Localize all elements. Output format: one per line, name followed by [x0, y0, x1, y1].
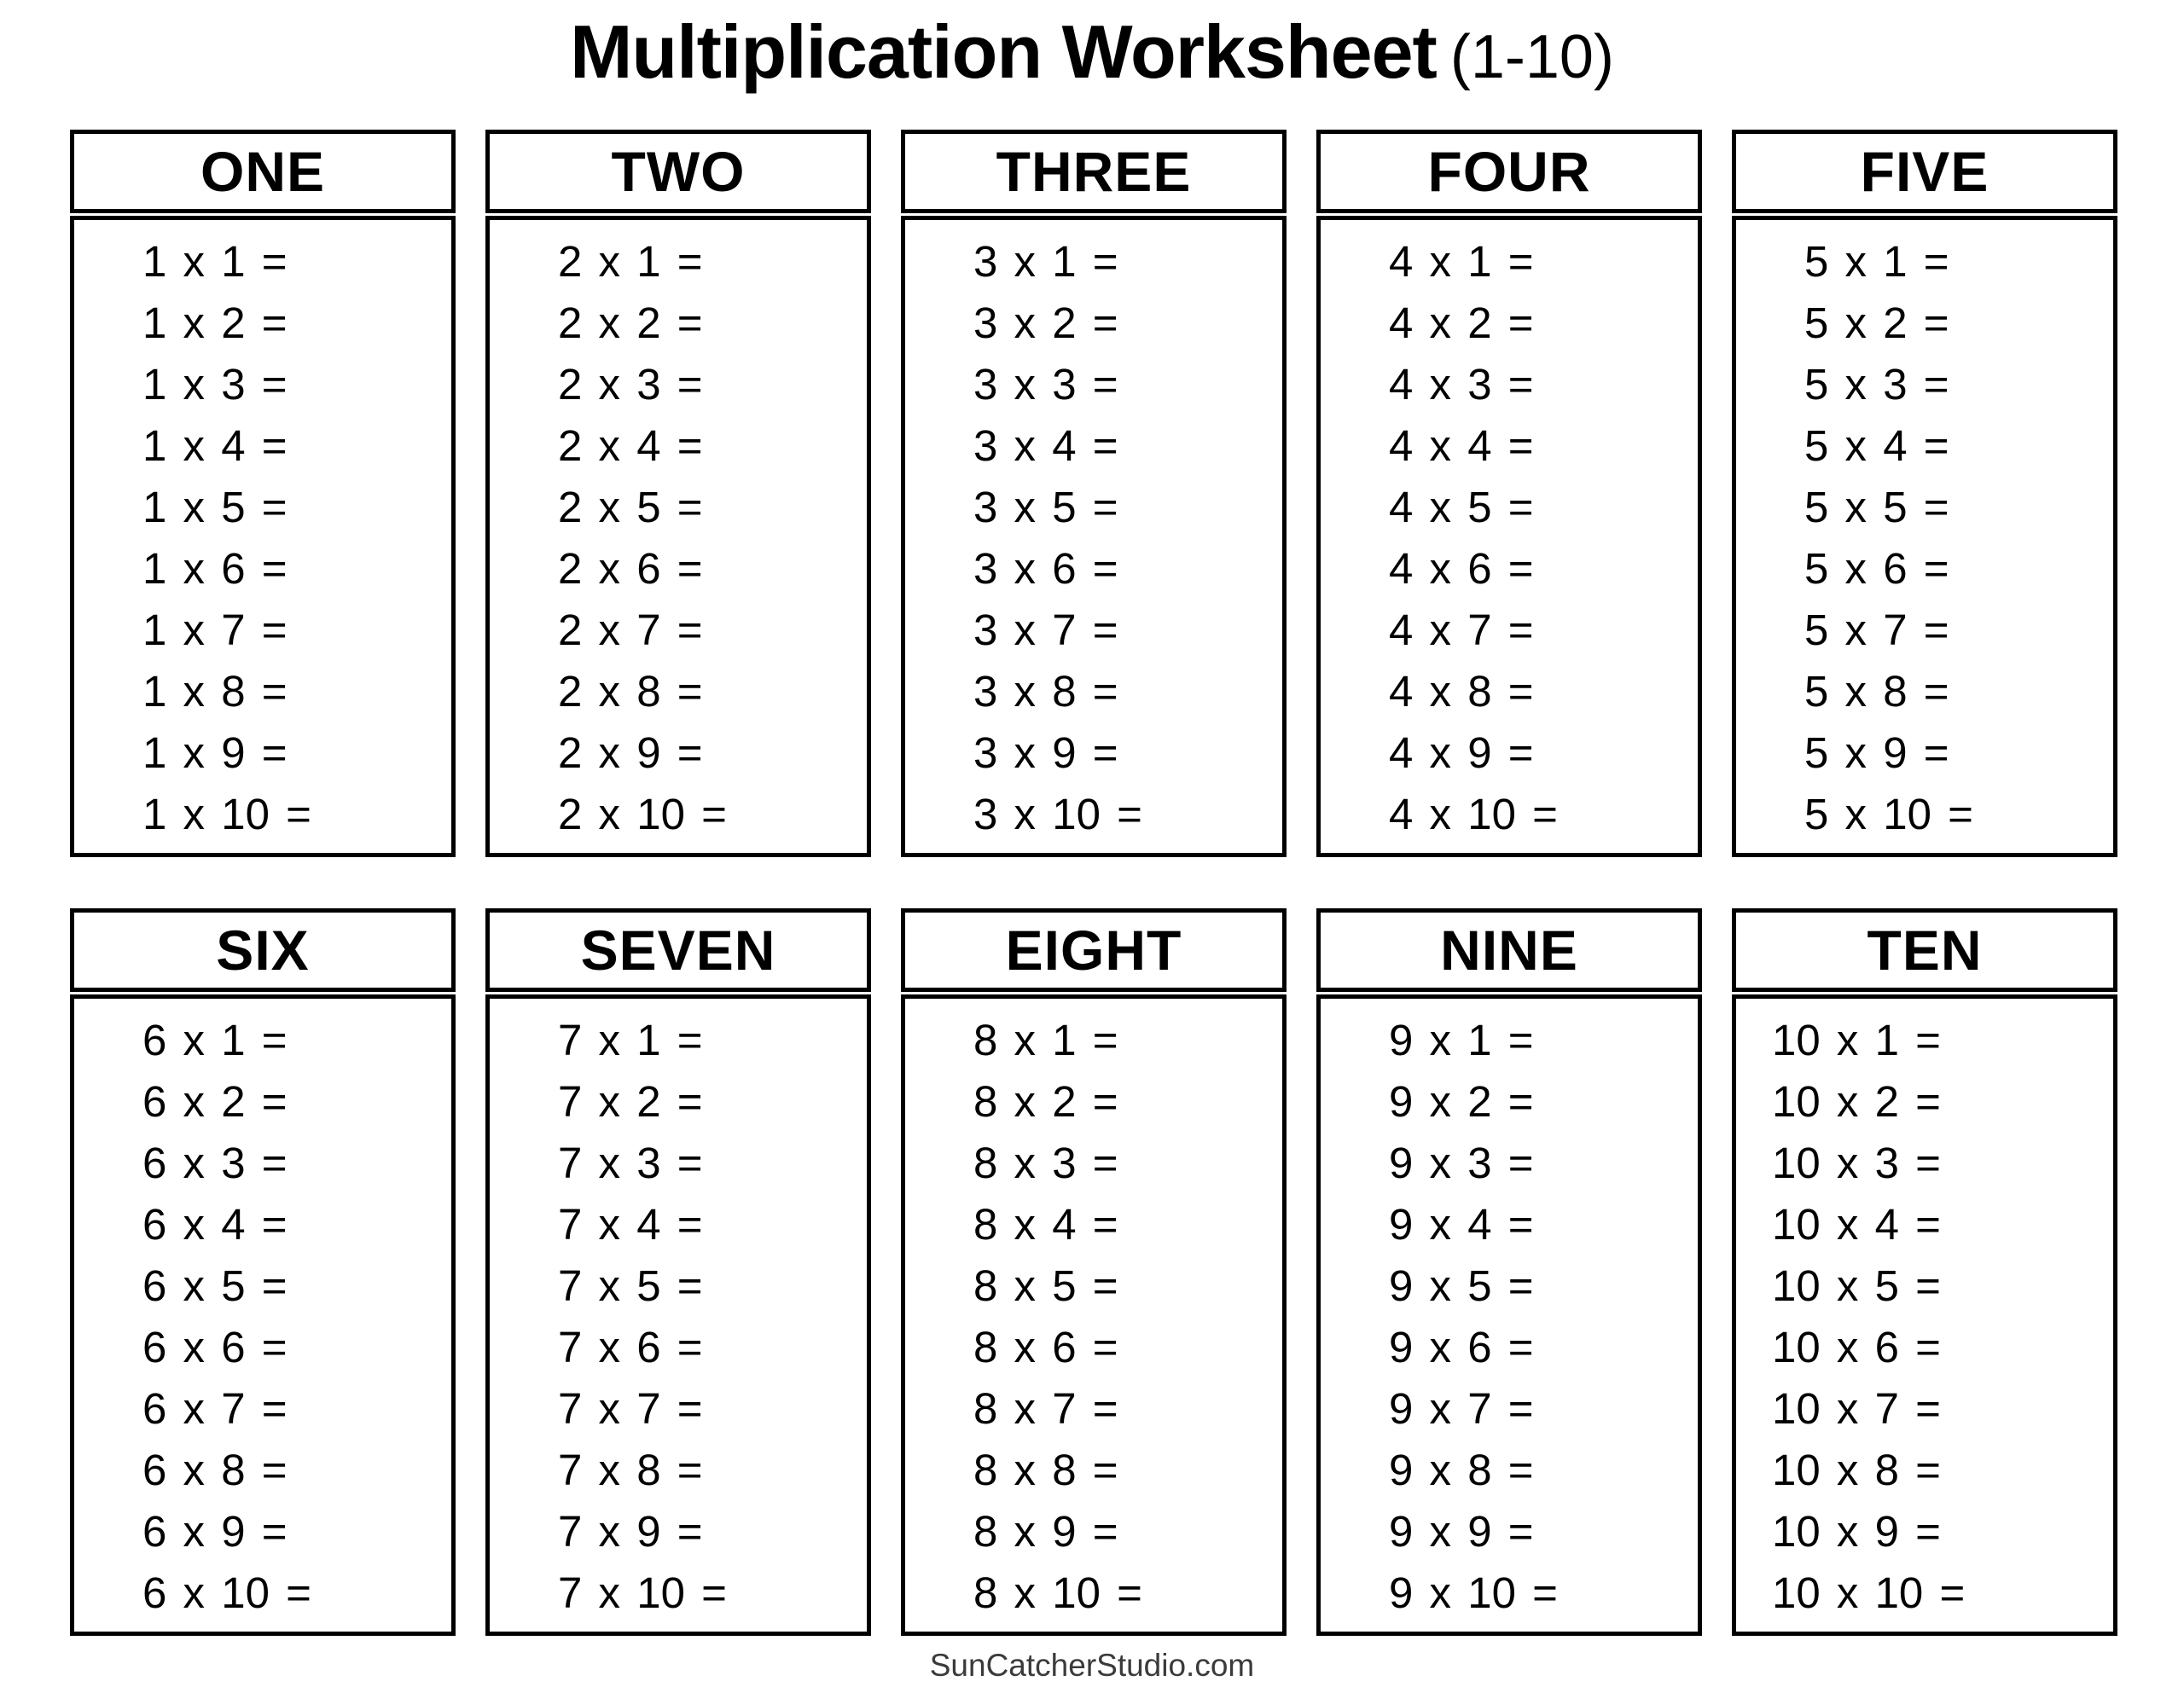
- column-seven: [485, 908, 871, 1636]
- problem-row: 8 x 10 =: [973, 1568, 1142, 1617]
- footer-credit: SunCatcherStudio.com: [929, 1648, 1255, 1683]
- problem-row: 7 x 1 =: [558, 1016, 703, 1064]
- problem-row: 1 x 9 =: [142, 728, 288, 777]
- problem-row: 7 x 6 =: [558, 1323, 703, 1371]
- problem-row: 3 x 6 =: [973, 544, 1118, 593]
- problem-row: 2 x 5 =: [558, 483, 703, 531]
- problem-row: 10 x 5 =: [1772, 1261, 1941, 1310]
- problem-row: 3 x 7 =: [973, 606, 1118, 654]
- problem-row: 2 x 9 =: [558, 728, 703, 777]
- column-nine: [1316, 908, 1702, 1636]
- problem-row: 1 x 3 =: [142, 360, 288, 409]
- column-header: FIVE: [1732, 130, 2117, 213]
- problem-list: [901, 216, 1287, 857]
- problem-list: [1316, 994, 1702, 1636]
- problem-row: 1 x 1 =: [142, 237, 288, 286]
- problem-row: 2 x 8 =: [558, 667, 703, 716]
- problem-row: 8 x 8 =: [973, 1446, 1118, 1494]
- problem-row: 9 x 5 =: [1389, 1261, 1534, 1310]
- column-header: ONE: [70, 130, 456, 213]
- problem-row: 10 x 7 =: [1772, 1384, 1941, 1433]
- problem-row: 2 x 2 =: [558, 299, 703, 347]
- problem-row: 7 x 7 =: [558, 1384, 703, 1433]
- problem-row: 6 x 9 =: [142, 1507, 288, 1556]
- column-header: FOUR: [1316, 130, 1702, 213]
- problem-row: 3 x 5 =: [973, 483, 1118, 531]
- problem-row: 9 x 8 =: [1389, 1446, 1534, 1494]
- worksheet-row-bottom: [70, 908, 2117, 1636]
- problem-row: 5 x 3 =: [1804, 360, 1949, 409]
- problem-row: 4 x 10 =: [1389, 790, 1558, 838]
- problem-row: 1 x 4 =: [142, 421, 288, 470]
- problem-row: 4 x 1 =: [1389, 237, 1534, 286]
- column-header: THREE: [901, 130, 1287, 213]
- problem-row: 6 x 1 =: [142, 1016, 288, 1064]
- problem-row: 4 x 7 =: [1389, 606, 1534, 654]
- problem-row: 8 x 1 =: [973, 1016, 1118, 1064]
- problem-row: 9 x 7 =: [1389, 1384, 1534, 1433]
- problem-row: 7 x 9 =: [558, 1507, 703, 1556]
- problem-list: [1732, 994, 2117, 1636]
- problem-row: 2 x 10 =: [558, 790, 727, 838]
- problem-row: 5 x 4 =: [1804, 421, 1949, 470]
- problem-row: 5 x 1 =: [1804, 237, 1949, 286]
- problem-row: 3 x 8 =: [973, 667, 1118, 716]
- title-range-label: (1-10): [1449, 23, 1614, 91]
- problem-row: 5 x 10 =: [1804, 790, 1973, 838]
- page-title-text: Multiplication Worksheet: [570, 9, 1437, 94]
- problem-row: 9 x 10 =: [1389, 1568, 1558, 1617]
- problem-row: 6 x 2 =: [142, 1077, 288, 1126]
- problem-row: 4 x 8 =: [1389, 667, 1534, 716]
- column-header: TWO: [485, 130, 871, 213]
- problem-row: 9 x 3 =: [1389, 1139, 1534, 1187]
- problem-row: 3 x 4 =: [973, 421, 1118, 470]
- column-one: [70, 130, 456, 857]
- problem-list: [485, 216, 871, 857]
- problem-row: 9 x 2 =: [1389, 1077, 1534, 1126]
- problem-row: 3 x 3 =: [973, 360, 1118, 409]
- column-header: EIGHT: [901, 908, 1287, 992]
- problem-row: 4 x 3 =: [1389, 360, 1534, 409]
- column-five: [1732, 130, 2117, 857]
- problem-row: 1 x 7 =: [142, 606, 288, 654]
- problem-row: 7 x 2 =: [558, 1077, 703, 1126]
- problem-list: [70, 994, 456, 1636]
- problem-row: 10 x 9 =: [1772, 1507, 1941, 1556]
- problem-list: [1316, 216, 1702, 857]
- problem-list: [901, 994, 1287, 1636]
- problem-row: 5 x 5 =: [1804, 483, 1949, 531]
- column-ten: [1732, 908, 2117, 1636]
- problem-list: [1732, 216, 2117, 857]
- problem-row: 3 x 10 =: [973, 790, 1142, 838]
- problem-row: 1 x 2 =: [142, 299, 288, 347]
- problem-row: 2 x 1 =: [558, 237, 703, 286]
- problem-row: 10 x 4 =: [1772, 1200, 1941, 1249]
- column-four: [1316, 130, 1702, 857]
- problem-row: 10 x 2 =: [1772, 1077, 1941, 1126]
- problem-row: 4 x 6 =: [1389, 544, 1534, 593]
- problem-row: 3 x 9 =: [973, 728, 1118, 777]
- problem-list: [70, 216, 456, 857]
- problem-row: 5 x 9 =: [1804, 728, 1949, 777]
- problem-row: 7 x 5 =: [558, 1261, 703, 1310]
- problem-row: 10 x 6 =: [1772, 1323, 1941, 1371]
- problem-row: 6 x 7 =: [142, 1384, 288, 1433]
- problem-row: 9 x 6 =: [1389, 1323, 1534, 1371]
- problem-row: 2 x 3 =: [558, 360, 703, 409]
- worksheet-row-top: [70, 130, 2117, 857]
- problem-row: 8 x 4 =: [973, 1200, 1118, 1249]
- problem-row: 9 x 9 =: [1389, 1507, 1534, 1556]
- problem-row: 5 x 6 =: [1804, 544, 1949, 593]
- problem-row: 8 x 3 =: [973, 1139, 1118, 1187]
- problem-row: 5 x 8 =: [1804, 667, 1949, 716]
- problem-row: 8 x 7 =: [973, 1384, 1118, 1433]
- problem-row: 3 x 2 =: [973, 299, 1118, 347]
- problem-row: 6 x 6 =: [142, 1323, 288, 1371]
- problem-row: 8 x 2 =: [973, 1077, 1118, 1126]
- column-two: [485, 130, 871, 857]
- column-eight: [901, 908, 1287, 1636]
- problem-row: 4 x 2 =: [1389, 299, 1534, 347]
- page-title: [0, 0, 2184, 99]
- problem-row: 8 x 5 =: [973, 1261, 1118, 1310]
- problem-row: 1 x 10 =: [142, 790, 311, 838]
- problem-row: 2 x 4 =: [558, 421, 703, 470]
- problem-row: 7 x 8 =: [558, 1446, 703, 1494]
- problem-row: 9 x 1 =: [1389, 1016, 1534, 1064]
- problem-row: 6 x 8 =: [142, 1446, 288, 1494]
- problem-row: 6 x 3 =: [142, 1139, 288, 1187]
- problem-row: 10 x 10 =: [1772, 1568, 1966, 1617]
- problem-row: 3 x 1 =: [973, 237, 1118, 286]
- column-six: [70, 908, 456, 1636]
- problem-row: 7 x 3 =: [558, 1139, 703, 1187]
- problem-row: 8 x 9 =: [973, 1507, 1118, 1556]
- problem-row: 7 x 10 =: [558, 1568, 727, 1617]
- problem-row: 9 x 4 =: [1389, 1200, 1534, 1249]
- problem-row: 7 x 4 =: [558, 1200, 703, 1249]
- problem-row: 2 x 6 =: [558, 544, 703, 593]
- problem-row: 2 x 7 =: [558, 606, 703, 654]
- problem-row: 10 x 8 =: [1772, 1446, 1941, 1494]
- column-header: NINE: [1316, 908, 1702, 992]
- problem-row: 1 x 5 =: [142, 483, 288, 531]
- problem-row: 4 x 5 =: [1389, 483, 1534, 531]
- problem-row: 6 x 5 =: [142, 1261, 288, 1310]
- problem-row: 4 x 9 =: [1389, 728, 1534, 777]
- problem-row: 4 x 4 =: [1389, 421, 1534, 470]
- problem-row: 5 x 7 =: [1804, 606, 1949, 654]
- column-header: SEVEN: [485, 908, 871, 992]
- column-three: [901, 130, 1287, 857]
- problem-row: 5 x 2 =: [1804, 299, 1949, 347]
- problem-list: [485, 994, 871, 1636]
- problem-row: 10 x 1 =: [1772, 1016, 1941, 1064]
- problem-row: 10 x 3 =: [1772, 1139, 1941, 1187]
- problem-row: 6 x 4 =: [142, 1200, 288, 1249]
- problem-row: 1 x 8 =: [142, 667, 288, 716]
- column-header: SIX: [70, 908, 456, 992]
- problem-row: 1 x 6 =: [142, 544, 288, 593]
- problem-row: 6 x 10 =: [142, 1568, 311, 1617]
- problem-row: 8 x 6 =: [973, 1323, 1118, 1371]
- column-header: TEN: [1732, 908, 2117, 992]
